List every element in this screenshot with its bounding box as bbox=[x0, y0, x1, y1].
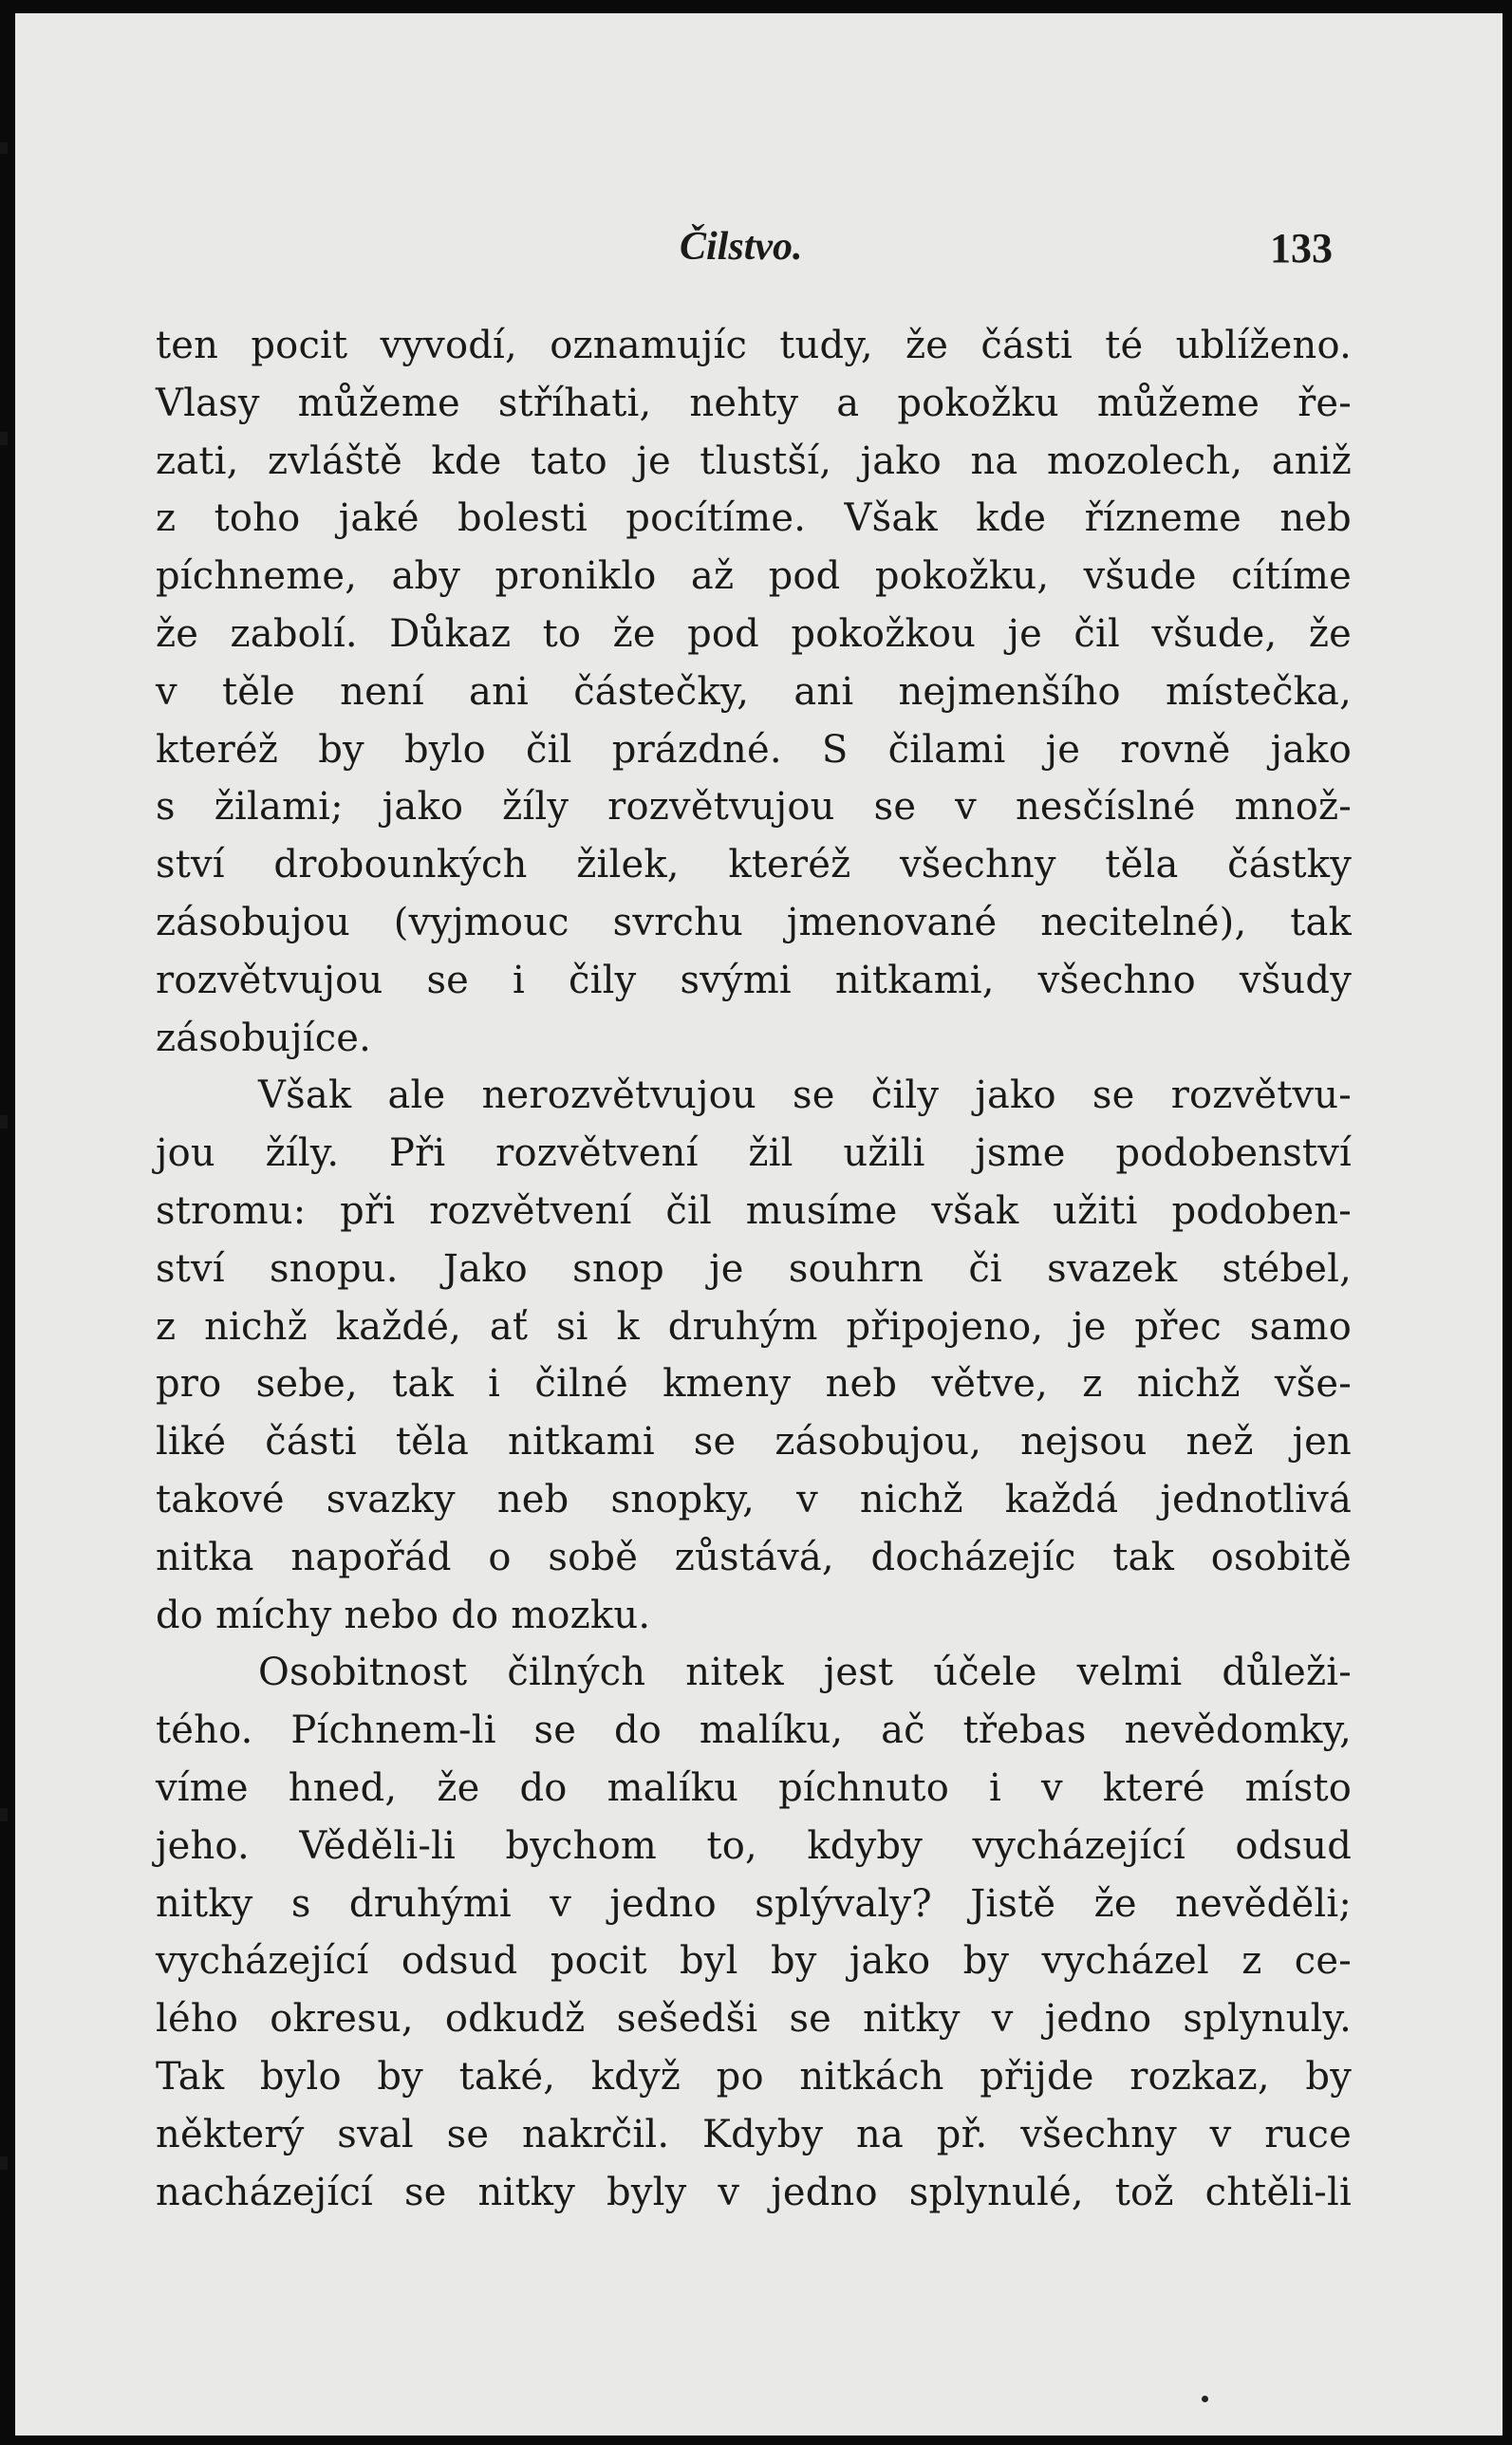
text-line: zati, zvláště kde tato je tlustší, jako na mozolech, aniž bbox=[156, 439, 1352, 483]
text-line: nitky s druhými v jedno splývaly? Jistě že nevěděli; bbox=[156, 1881, 1352, 1926]
text-line: jou žíly. Při rozvětvení žil užili jsme podobenství bbox=[156, 1131, 1352, 1176]
text-line: Tak bylo by také, když po nitkách přijde rozkaz, by bbox=[156, 2054, 1352, 2099]
text-line: tého. Píchnem-li se do malíku, ač třebas nevědomky, bbox=[156, 1708, 1352, 1753]
text-line: ství snopu. Jako snop je souhrn či svazek stébel, bbox=[156, 1246, 1352, 1291]
text-line: ství drobounkých žilek, kteréž všechny těla částky bbox=[156, 843, 1352, 887]
text-line: vycházející odsud pocit byl by jako by vycházel z ce- bbox=[156, 1939, 1352, 1984]
page-number: 133 bbox=[1270, 225, 1333, 271]
text-line: nitka napořád o sobě zůstává, docházejíc tak osobitě bbox=[156, 1535, 1352, 1579]
text-line: píchneme, aby proniklo až pod pokožku, všude cítíme bbox=[156, 554, 1352, 599]
body-text bbox=[156, 317, 1352, 2221]
scan-edge-mark bbox=[0, 2156, 8, 2170]
scan-edge-mark bbox=[0, 1115, 8, 1129]
text-line: z nichž každé, ať si k druhým připojeno, je přec samo bbox=[156, 1304, 1352, 1349]
text-line: zásobujíce. bbox=[156, 1016, 372, 1060]
text-line: některý sval se nakrčil. Kdyby na př. všechny v ruce bbox=[156, 2112, 1352, 2156]
text-line: rozvětvujou se i čily svými nitkami, všechno všudy bbox=[156, 958, 1352, 1002]
scan-speck bbox=[1202, 2396, 1208, 2402]
scan-edge-mark bbox=[0, 142, 8, 154]
text-line: Však ale nerozvětvujou se čily jako se rozvětvu- bbox=[258, 1073, 1352, 1118]
text-line: zásobujou (vyjmouc svrchu jmenované necitelné), tak bbox=[156, 900, 1352, 944]
text-line: že zabolí. Důkaz to že pod pokožkou je čil všude, že bbox=[156, 611, 1352, 656]
text-line: jeho. Věděli-li bychom to, kdyby vycházející odsud bbox=[156, 1823, 1352, 1868]
text-line: liké části těla nitkami se zásobujou, nejsou než jen bbox=[156, 1420, 1352, 1465]
text-line: víme hned, že do malíku píchnuto i v které místo bbox=[156, 1765, 1352, 1810]
running-title: Čilstvo. bbox=[680, 225, 803, 269]
text-line: s žilami; jako žíly rozvětvujou se v nesčíslné množ- bbox=[156, 785, 1352, 830]
text-line: v těle není ani částečky, ani nejmenšího místečka, bbox=[156, 669, 1352, 714]
text-line: nacházející se nitky byly v jedno splynulé, tož chtěli-li bbox=[156, 2170, 1352, 2214]
text-line: ten pocit vyvodí, oznamujíc tudy, že části té ublíženo. bbox=[156, 324, 1352, 367]
text-line: z toho jaké bolesti pocítíme. Však kde řízneme neb bbox=[156, 496, 1352, 541]
text-line: Vlasy můžeme stříhati, nehty a pokožku můžeme ře- bbox=[156, 381, 1352, 425]
text-line: pro sebe, tak i čilné kmeny neb větve, z nichž vše- bbox=[156, 1362, 1352, 1407]
text-line: stromu: při rozvětvení čil musíme však užiti podoben- bbox=[156, 1188, 1352, 1233]
text-line: kteréž by bylo čil prázdné. S čilami je rovně jako bbox=[156, 727, 1352, 772]
book-page bbox=[15, 13, 1503, 2436]
text-line: do míchy nebo do mozku. bbox=[156, 1593, 651, 1637]
scan-edge-mark bbox=[0, 1808, 8, 1821]
scan-edge-mark bbox=[0, 432, 8, 445]
text-line: takové svazky neb snopky, v nichž každá jednotlivá bbox=[156, 1477, 1352, 1521]
text-line: lého okresu, odkudž sešedši se nitky v jedno splynuly. bbox=[156, 1997, 1352, 2042]
text-line: Osobitnost čilných nitek jest účele velmi důleži- bbox=[258, 1651, 1352, 1695]
